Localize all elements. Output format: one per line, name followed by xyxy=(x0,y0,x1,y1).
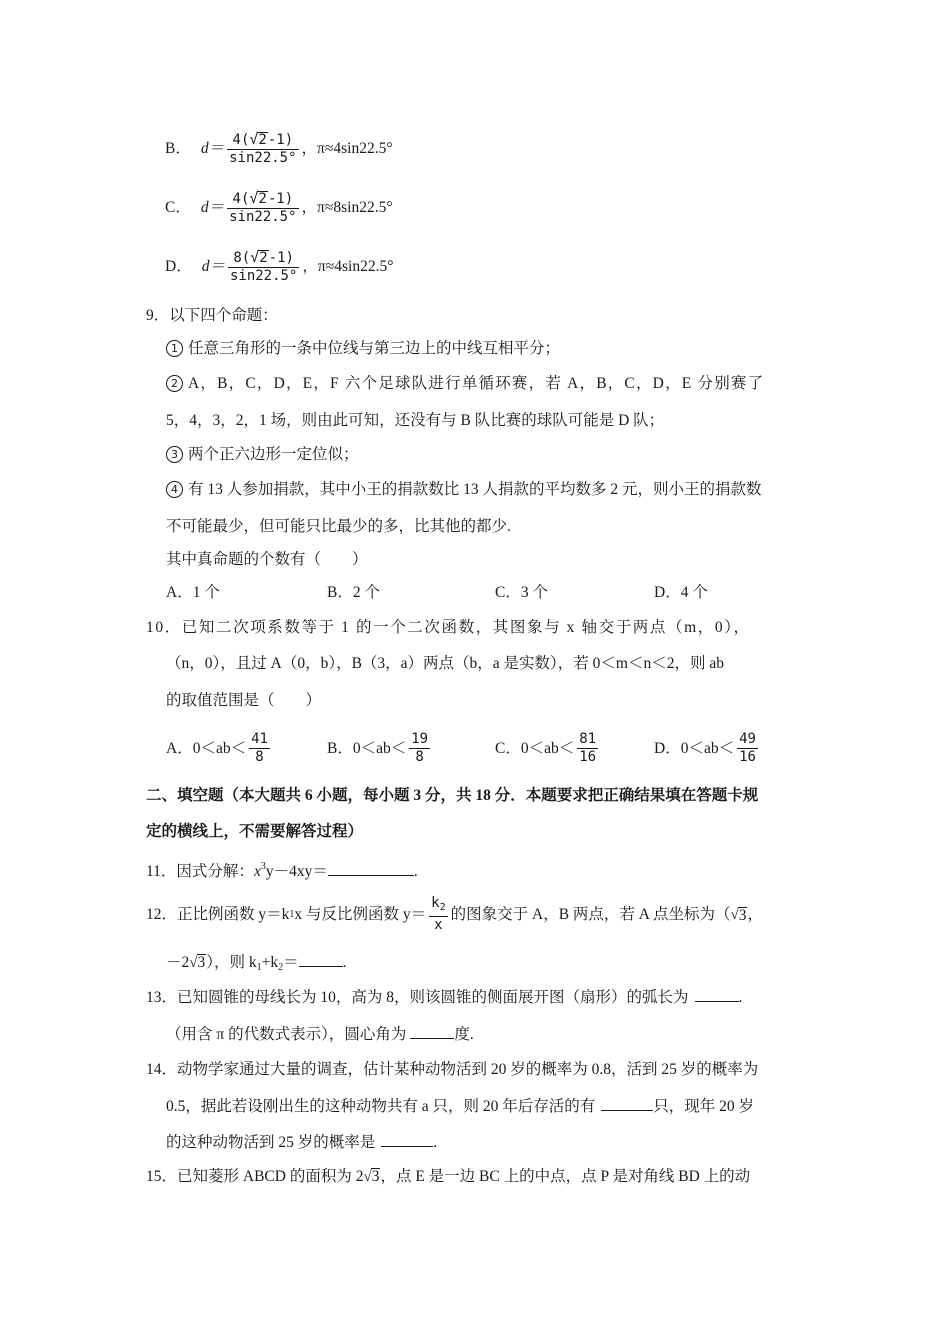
q11: 11．因式分解：$x^3y-4xy=$ . xyxy=(146,861,418,880)
d-fraction: $\frac{4(√2-1)}{\sin 22.5^\circ}$ xyxy=(229,189,297,225)
answer-blank[interactable] xyxy=(381,1132,433,1147)
q14-line2: 0.5，据此若设刚出生的这种动物共有 a 只，则 20 年后存活的有 只，现年 20 岁 xyxy=(166,1098,755,1115)
circled-2: 2 xyxy=(166,375,183,392)
q12-line1: 12．正比例函数 y＝k 1 x 与反比例函数 y＝ $\frac{k_2}{x}$ 的图象交于 A，B 两点，若 A 点坐标为（ √ 3 ， xyxy=(146,895,763,933)
q9-option-b: B．2 个 xyxy=(327,584,380,601)
q9-option-a: A．1 个 xyxy=(166,584,220,601)
q8-option-b xyxy=(165,131,393,167)
q15-line1: 15．已知菱形 ABCD 的面积为 2√3，点 E 是一边 BC 上的中点，点 P 是对角线 BD 上的动 xyxy=(146,1168,751,1185)
q9-proposition-2-line2: 5，4，3，2，1 场，则由此可知，还没有与 B 队比赛的球队可能是 D 队； xyxy=(166,412,665,429)
q9-option-c: C．3 个 xyxy=(495,584,548,601)
pi-approx: ，π≈8sin22.5° xyxy=(301,199,393,216)
circled-3: 3 xyxy=(166,446,183,463)
q8-option-d xyxy=(165,249,393,285)
pi-approx: ，π≈4sin22.5° xyxy=(301,140,393,157)
q10-option-b: B．0＜ab＜ $\frac{19}{8}$ xyxy=(327,731,429,765)
d-prefix: d＝ xyxy=(200,140,225,157)
q10-option-c: C．0＜ab＜ $\frac{81}{16}$ xyxy=(495,731,597,765)
k2-over-x-fraction: $\frac{k_2}{x}$ xyxy=(431,895,446,933)
option-label: D． xyxy=(165,258,192,275)
q10-line1: 10．已知二次项系数等于 1 的一个二次函数，其图象与 x 轴交于两点（m，0）， xyxy=(146,619,751,636)
q9-proposition-1: 1 任意三角形的一条中位线与第三边上的中线互相平分； xyxy=(166,338,560,360)
q9-proposition-3: 3 两个正六边形一定位似； xyxy=(166,444,359,466)
answer-blank[interactable] xyxy=(299,952,343,967)
q10-option-d: D．0＜ab＜ $\frac{49}{16}$ xyxy=(654,731,756,765)
q14-line3: 的这种动物活到 25 岁的概率是 . xyxy=(166,1134,438,1151)
q9-stem: 9．以下四个命题： xyxy=(146,307,278,324)
q13-line1: 13．已知圆锥的母线长为 10，高为 8，则该圆锥的侧面展开图（扇形）的弧长为 . xyxy=(146,989,743,1006)
section-2-heading-line2: 定的横线上，不需要解答过程） xyxy=(146,823,364,840)
d-prefix: d＝ xyxy=(201,258,225,275)
answer-blank[interactable] xyxy=(328,861,414,876)
pi-approx: ，π≈4sin22.5° xyxy=(302,258,394,275)
q9-proposition-4-line1: 4 有 13 人参加捐款，其中小王的捐款数比 13 人捐款的平均数多 2 元，则小王的捐款数 xyxy=(166,479,762,501)
section-2-heading-line1: 二、填空题（本大题共 6 小题，每小题 3 分，共 18 分．本题要求把正确结果填在答题卡规 xyxy=(146,787,759,804)
q10-line2: （n，0），且过 A（0，b），B（3，a）两点（b，a 是实数），若 0＜m＜n＜2，则 ab xyxy=(166,655,724,672)
q10-option-a: A．0＜ab＜ $\frac{41}{8}$ xyxy=(166,731,268,765)
answer-blank[interactable] xyxy=(695,987,739,1002)
circled-1: 1 xyxy=(166,340,183,357)
circled-4: 4 xyxy=(166,481,183,498)
d-fraction: $\frac{4(√2-1)}{\sin 22.5^\circ}$ xyxy=(229,130,297,166)
q9-proposition-4-line2: 不可能最少，但可能只比最少的多，比其他的都少. xyxy=(166,518,511,535)
q14-line1: 14．动物学家通过大量的调查，估计某种动物活到 20 岁的概率为 0.8，活到 25 岁的概率为 xyxy=(146,1061,759,1078)
q9-option-d: D．4 个 xyxy=(654,584,708,601)
q10-line3: 的取值范围是（ ） xyxy=(166,692,322,709)
q9-proposition-2-line1: 2 A，B，C，D，E，F 六个足球队进行单循环赛，若 A，B，C，D，E 分别赛了 xyxy=(166,373,764,395)
option-label: B． xyxy=(165,140,191,157)
answer-blank[interactable] xyxy=(410,1024,454,1039)
q12-line2: －2√3），则 $k_1+k_2=$ . xyxy=(166,954,347,973)
d-fraction: $\frac{8(√2-1)}{\sin 22.5^\circ}$ xyxy=(229,248,298,284)
answer-blank[interactable] xyxy=(601,1096,653,1111)
q8-option-c xyxy=(165,190,393,226)
option-label: C． xyxy=(165,199,191,216)
d-prefix: d＝ xyxy=(200,199,225,216)
q9-question: 其中真命题的个数有（ ） xyxy=(166,551,368,568)
q13-line2: （用含 π 的代数式表示），圆心角为 度. xyxy=(166,1026,474,1043)
